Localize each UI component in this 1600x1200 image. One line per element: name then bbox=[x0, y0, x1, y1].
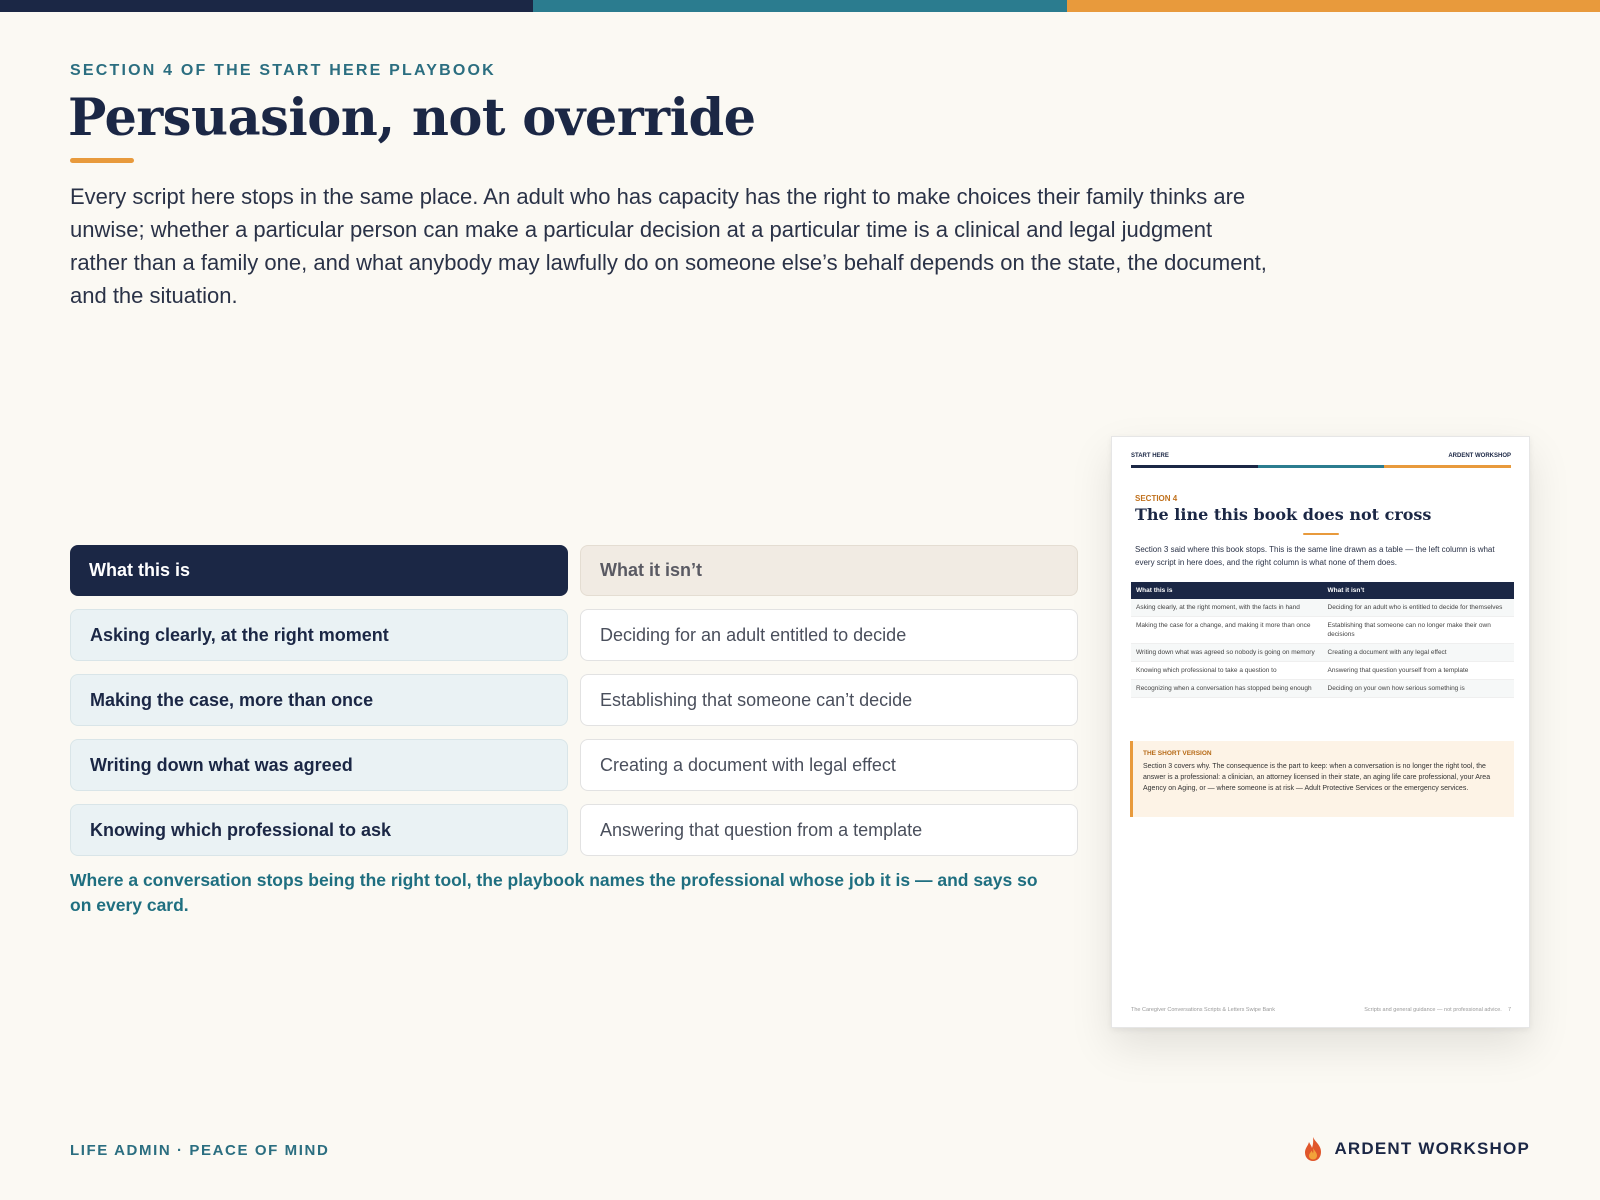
thumb-col-is: What this is bbox=[1136, 587, 1173, 594]
thumb-table-row bbox=[1131, 662, 1514, 680]
thumb-table-body bbox=[1131, 599, 1514, 698]
title-underline bbox=[70, 158, 134, 163]
thumb-lede: Section 3 said where this book stops. This is the same line drawn as a table — the left column is what every script in here does, and the right column is what none of them does. bbox=[1135, 545, 1495, 567]
thumb-header bbox=[1131, 453, 1511, 459]
thumb-title-underline bbox=[1303, 533, 1339, 535]
thumb-bar-orange bbox=[1384, 465, 1511, 468]
thumb-table-row bbox=[1131, 617, 1514, 644]
thumb-isnt-cell: Establishing that someone can no longer make their own decisions bbox=[1327, 622, 1491, 638]
thumb-isnt-cell: Answering that question yourself from a template bbox=[1327, 667, 1469, 674]
isnt-cell: Establishing that someone can’t decide bbox=[580, 674, 1078, 726]
comparison-row bbox=[70, 674, 1078, 726]
page-thumbnail bbox=[1111, 436, 1530, 1028]
comparison-header-row bbox=[70, 545, 1078, 596]
thumb-bar-navy bbox=[1131, 465, 1258, 468]
comparison-row bbox=[70, 739, 1078, 791]
top-bar-navy bbox=[0, 0, 533, 12]
thumb-table-row bbox=[1131, 680, 1514, 698]
is-cell: Knowing which professional to ask bbox=[70, 804, 568, 856]
is-cell: Writing down what was agreed bbox=[70, 739, 568, 791]
column-header-is: What this is bbox=[70, 545, 568, 596]
comparison-row bbox=[70, 804, 1078, 856]
intro-paragraph: Every script here stops in the same place. An adult who has capacity has the right to make choices their family thinks are unwise; whether a particular person can make a particular decision at a particular time is a clinical and legal judgment rather than a family one, and what anybody may lawfully do on someone else’s behalf depends on the state, the document, and the situation. bbox=[70, 184, 1267, 308]
thumb-page-number: 7 bbox=[1507, 1007, 1511, 1013]
thumb-is-cell: Asking clearly, at the right moment, with the facts in hand bbox=[1136, 604, 1300, 611]
thumb-callout-heading: THE SHORT VERSION bbox=[1143, 750, 1212, 757]
thumb-section-label: SECTION 4 bbox=[1135, 494, 1178, 503]
top-color-bar bbox=[0, 0, 1600, 12]
thumb-header-right: ARDENT WORKSHOP bbox=[1448, 453, 1511, 459]
brand-name: ARDENT WORKSHOP bbox=[1334, 1139, 1530, 1158]
thumb-table-row bbox=[1131, 644, 1514, 662]
thumb-callout-text: Section 3 covers why. The consequence is the part to keep: when a conversation is no longer the right tool, the answer is a professional: a clinician, an attorney licensed in their state, an aging life care professional, your Area Agency on Aging, or — where someone is at risk — Adult Protective Services or the emergency services. bbox=[1143, 763, 1491, 792]
isnt-cell: Answering that question from a template bbox=[580, 804, 1078, 856]
page-title: Persuasion, not override bbox=[68, 88, 756, 148]
thumb-bar-teal bbox=[1258, 465, 1385, 468]
thumb-footer bbox=[1131, 1007, 1511, 1013]
thumb-footer-left: The Caregiver Conversations Scripts & Letters Swipe Bank bbox=[1131, 1007, 1275, 1013]
thumb-header-left: START HERE bbox=[1131, 453, 1169, 459]
comparison-row bbox=[70, 609, 1078, 661]
thumb-is-cell: Writing down what was agreed so nobody is going on memory bbox=[1136, 649, 1315, 656]
thumb-col-isnt: What it isn’t bbox=[1327, 587, 1365, 594]
comparison-table bbox=[70, 545, 1078, 869]
thumb-table-header bbox=[1131, 582, 1514, 599]
thumb-title: The line this book does not cross bbox=[1135, 505, 1432, 524]
thumb-isnt-cell: Deciding for an adult who is entitled to decide for themselves bbox=[1327, 604, 1503, 611]
is-cell: Asking clearly, at the right moment bbox=[70, 609, 568, 661]
thumb-footer-right bbox=[1364, 1007, 1511, 1013]
thumb-isnt-cell: Deciding on your own how serious something is bbox=[1327, 685, 1465, 692]
thumb-callout-box bbox=[1130, 741, 1514, 817]
thumb-is-cell: Making the case for a change, and making it more than once bbox=[1136, 622, 1311, 629]
isnt-cell: Deciding for an adult entitled to decide bbox=[580, 609, 1078, 661]
thumb-color-bar bbox=[1131, 465, 1511, 468]
thumb-table-row bbox=[1131, 599, 1514, 617]
thumb-isnt-cell: Creating a document with any legal effect bbox=[1327, 649, 1447, 656]
section-eyebrow: SECTION 4 OF THE START HERE PLAYBOOK bbox=[70, 62, 496, 79]
top-bar-teal bbox=[533, 0, 1066, 12]
footer-tagline: LIFE ADMIN · PEACE OF MIND bbox=[70, 1142, 330, 1159]
thumb-is-cell: Knowing which professional to take a question to bbox=[1136, 667, 1277, 674]
comparison-footnote: Where a conversation stops being the right tool, the playbook names the professional whose job it is — and says so on every card. bbox=[70, 870, 1038, 915]
is-cell: Making the case, more than once bbox=[70, 674, 568, 726]
thumb-is-cell: Recognizing when a conversation has stopped being enough bbox=[1136, 685, 1312, 692]
flame-icon bbox=[1302, 1136, 1324, 1162]
isnt-cell: Creating a document with legal effect bbox=[580, 739, 1078, 791]
column-header-isnt: What it isn’t bbox=[580, 545, 1078, 596]
thumb-table bbox=[1131, 582, 1514, 698]
top-bar-orange bbox=[1067, 0, 1600, 12]
thumb-footer-disclaimer: Scripts and general guidance — not professional advice. bbox=[1364, 1007, 1502, 1013]
footer-brand bbox=[1302, 1136, 1530, 1162]
